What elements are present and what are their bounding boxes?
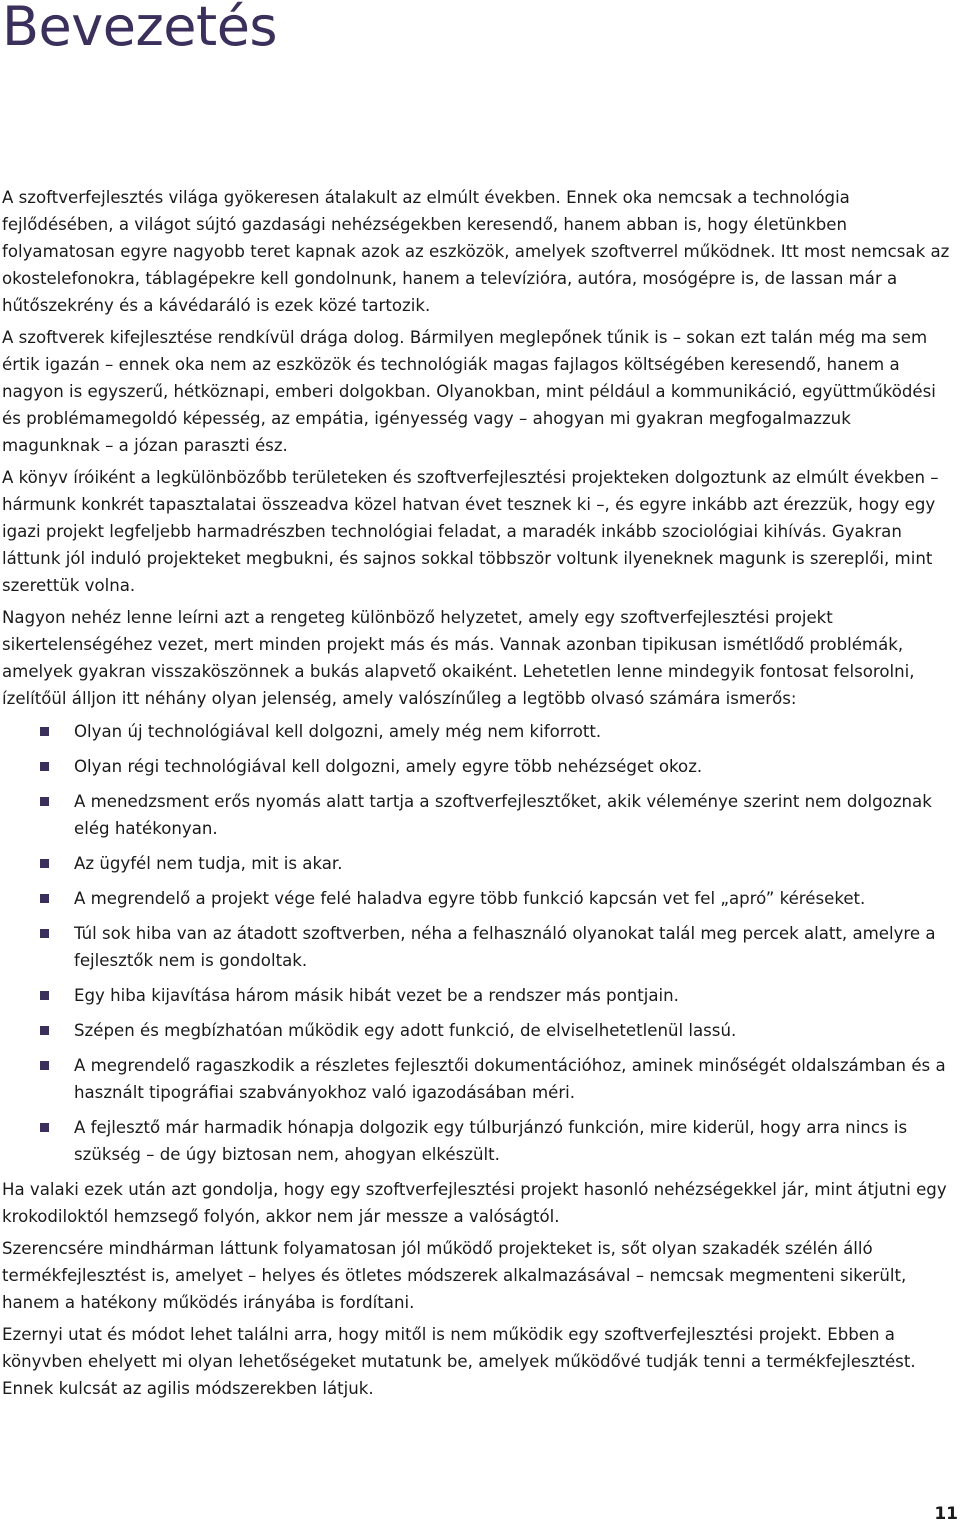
square-bullet-icon xyxy=(40,991,49,1000)
list-item-text: A menedzsment erős nyomás alatt tartja a szoftverfejlesztőket, akik véleménye szerint nem dolgoznak elég hatékonyan. xyxy=(74,792,932,838)
list-item-text: Túl sok hiba van az átadott szoftverben, néha a felhasználó olyanokat talál meg percek alatt, amelyre a fejlesztők nem is gondoltak. xyxy=(74,924,936,970)
paragraph-5: Ha valaki ezek után azt gondolja, hogy egy szoftverfejlesztési projekt hasonló nehézségekkel jár, mint átjutni egy krokodiloktól hemzsegő folyón, akkor nem jár messze a valóságtól. xyxy=(2,1180,947,1226)
list-item xyxy=(2,1017,952,1044)
paragraph-6: Szerencsére mindhárman láttunk folyamatosan jól működő projekteket is, sőt olyan szakadék szélén álló termékfejlesztést is, amelyet – helyes és ötletes módszerek alkalmazásával – nemcsak megmenteni sikerült, hanem a hatékony működés irányába is fordítani. xyxy=(2,1239,907,1312)
problem-list xyxy=(2,718,952,1168)
paragraph-3: A könyv íróiként a legkülönbözőbb területeken és szoftverfejlesztési projekteken dolgoztunk az elmúlt években – hármunk konkrét tapasztalatai összeadva közel hatvan évet tesznek ki –, és egyre inkább azt érezzük, hogy egy igazi projekt legfeljebb harmadrészben technológiai feladat, a maradék inkább szociológiai kihívás. Gyakran láttunk jól induló projekteket megbukni, és sajnos sokkal többször voltunk ilyeneknek magunk is szereplői, mint szerettük volna. xyxy=(2,468,939,595)
list-item xyxy=(2,850,952,877)
square-bullet-icon xyxy=(40,1026,49,1035)
square-bullet-icon xyxy=(40,1123,49,1132)
list-item-text: Az ügyfél nem tudja, mit is akar. xyxy=(74,854,343,873)
square-bullet-icon xyxy=(40,1061,49,1070)
page-title: Bevezetés xyxy=(2,0,278,58)
paragraph-4: Nagyon nehéz lenne leírni azt a rengeteg különböző helyzetet, amely egy szoftverfejlesztési projekt sikertelenségéhez vezet, mert minden projekt más és más. Vannak azonban tipikusan ismétlődő problémák, amelyek gyakran visszaköszönnek a bukás alapvető okaiként. Lehetetlen lenne mindegyik fontosat felsorolni, ízelítőül álljon itt néhány olyan jelenség, amely valószínűleg a legtöbb olvasó számára ismerős: xyxy=(2,608,915,708)
list-item xyxy=(2,718,952,745)
body-content xyxy=(2,184,952,1407)
paragraph-1: A szoftverfejlesztés világa gyökeresen átalakult az elmúlt években. Ennek oka nemcsak a technológia fejlődésében, a világot sújtó gazdasági nehézségekben keresendő, hanem abban is, hogy életünkben folyamatosan egyre nagyobb teret kapnak azok az eszközök, amelyek szoftverrel működnek. Itt most nemcsak az okostelefonokra, táblagépekre kell gondolnunk, hanem a televízióra, autóra, mosógépre is, de lassan már a hűtőszekrény és a kávédaráló is ezek közé tartozik. xyxy=(2,188,950,315)
page-number: 11 xyxy=(934,1504,958,1524)
square-bullet-icon xyxy=(40,727,49,736)
list-item xyxy=(2,885,952,912)
list-item xyxy=(2,1114,952,1168)
square-bullet-icon xyxy=(40,859,49,868)
square-bullet-icon xyxy=(40,929,49,938)
list-item xyxy=(2,788,952,842)
list-item-text: A megrendelő a projekt vége felé haladva egyre több funkció kapcsán vet fel „apró” kéréseket. xyxy=(74,889,866,908)
square-bullet-icon xyxy=(40,797,49,806)
square-bullet-icon xyxy=(40,762,49,771)
list-item-text: Olyan régi technológiával kell dolgozni, amely egyre több nehézséget okoz. xyxy=(74,757,703,776)
list-item-text: A fejlesztő már harmadik hónapja dolgozik egy túlburjánzó funkción, mire kiderül, hogy arra nincs is szükség – de úgy biztosan nem, ahogyan elkészült. xyxy=(74,1118,908,1164)
list-item-text: Egy hiba kijavítása három másik hibát vezet be a rendszer más pontjain. xyxy=(74,986,679,1005)
list-item xyxy=(2,1052,952,1106)
list-item-text: Szépen és megbízhatóan működik egy adott funkció, de elviselhetetlenül lassú. xyxy=(74,1021,737,1040)
list-item xyxy=(2,753,952,780)
paragraph-7: Ezernyi utat és módot lehet találni arra, hogy mitől is nem működik egy szoftverfejlesztési projekt. Ebben a könyvben ehelyett mi olyan lehetőségeket mutatunk be, amelyek működővé tudják tenni a termékfejlesztést. Ennek kulcsát az agilis módszerekben látjuk. xyxy=(2,1325,916,1398)
list-item-text: A megrendelő ragaszkodik a részletes fejlesztői dokumentációhoz, aminek minőségét oldalszámban és a használt tipográfiai szabványokhoz való igazodásában méri. xyxy=(74,1056,946,1102)
square-bullet-icon xyxy=(40,894,49,903)
list-item xyxy=(2,982,952,1009)
list-item-text: Olyan új technológiával kell dolgozni, amely még nem kiforrott. xyxy=(74,722,602,741)
paragraph-2: A szoftverek kifejlesztése rendkívül drága dolog. Bármilyen meglepőnek tűnik is – sokan ezt talán még ma sem értik igazán – ennek oka nem az eszközök és technológiák magas fajlagos költségében keresendő, hanem a nagyon is egyszerű, hétköznapi, emberi dolgokban. Olyanokban, mint például a kommunikáció, együttműködési és problémamegoldó képesség, az empátia, igényesség vagy – ahogyan mi gyakran megfogalmazzuk magunknak – a józan paraszti ész. xyxy=(2,328,936,455)
list-item xyxy=(2,920,952,974)
